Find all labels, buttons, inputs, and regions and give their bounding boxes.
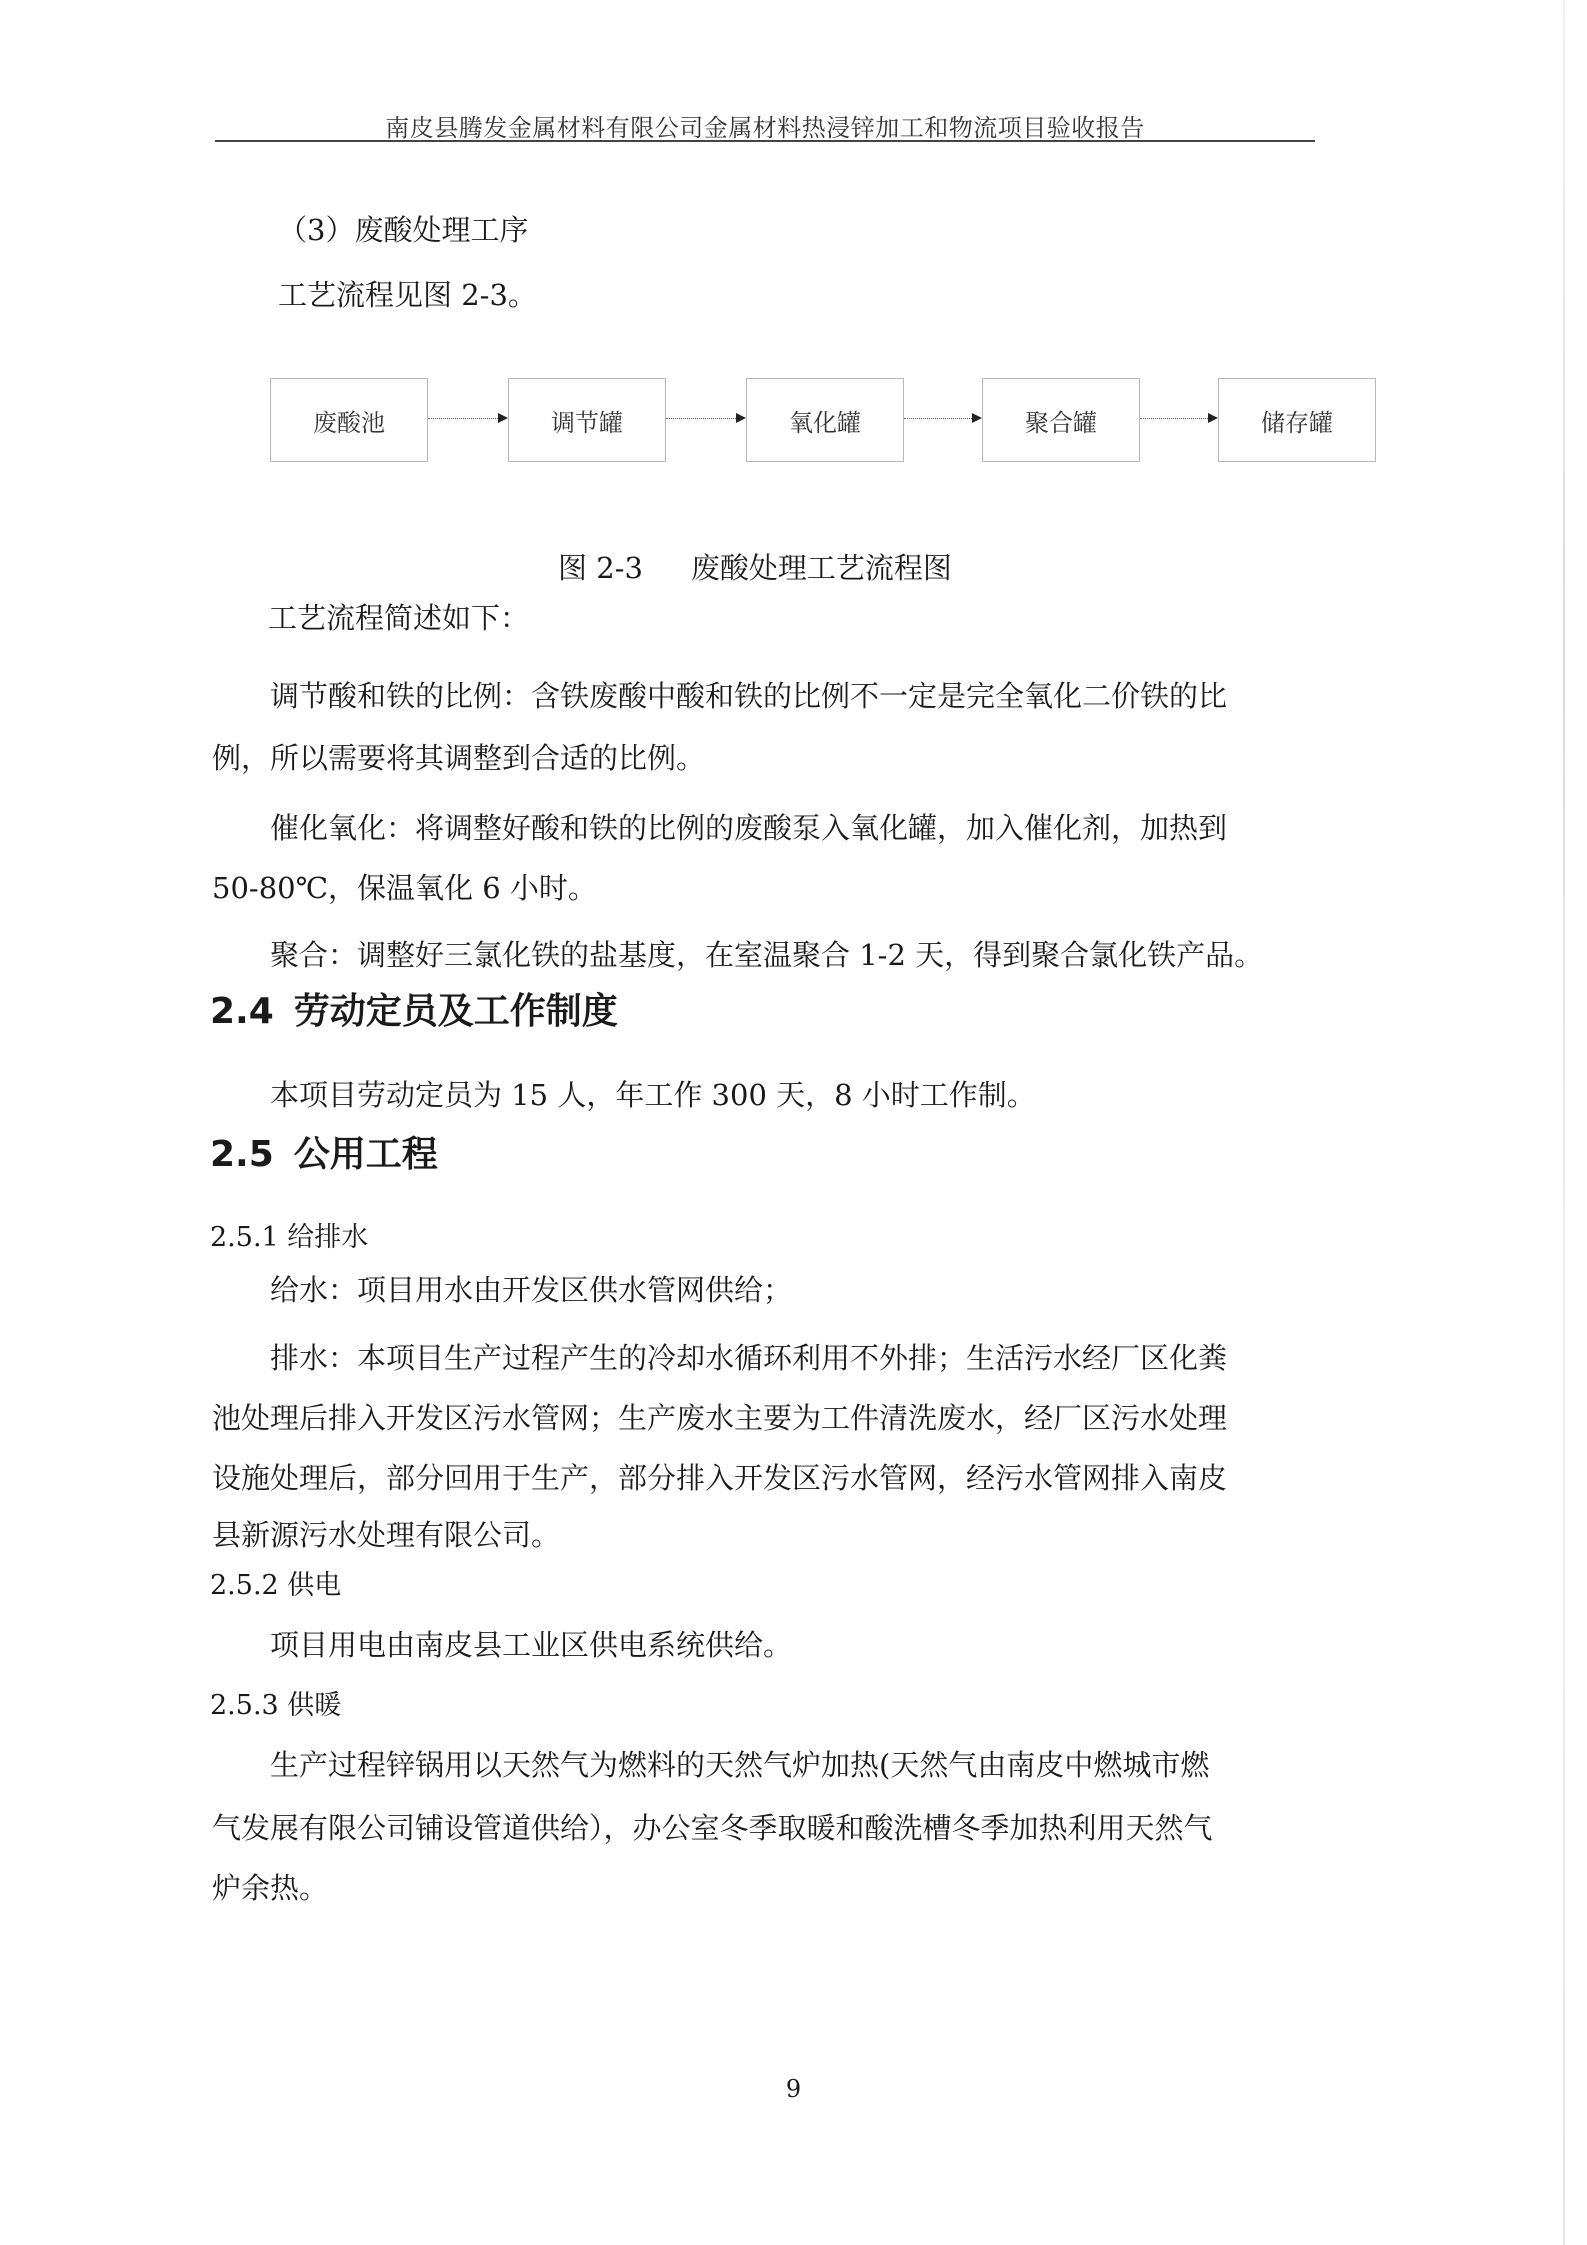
- flow-arrow: [428, 418, 506, 420]
- paragraph-line: 生产过程锌锅用以天然气为燃料的天然气炉加热(天然气由南皮中燃城市燃: [270, 1748, 1210, 1782]
- page-number: 9: [785, 2075, 802, 2103]
- figure-title: 废酸处理工艺流程图: [690, 551, 952, 585]
- running-header: 南皮县腾发金属材料有限公司金属材料热浸锌加工和物流项目验收报告: [385, 114, 1145, 142]
- paragraph-line: 气发展有限公司铺设管道供给），办公室冬季取暖和酸洗槽冬季加热利用天然气: [212, 1811, 1213, 1845]
- flow-arrow: [1140, 418, 1216, 420]
- scan-edge: [1563, 0, 1565, 2245]
- paragraph-line: 排水：本项目生产过程产生的冷却水循环利用不外排；生活污水经厂区化粪: [270, 1341, 1228, 1375]
- paragraph-line: 项目用电由南皮县工业区供电系统供给。: [270, 1628, 793, 1662]
- flow-step-adjust-tank: [508, 378, 666, 462]
- paragraph-line: 聚合：调整好三氯化铁的盐基度，在室温聚合 1-2 天，得到聚合氯化铁产品。: [270, 938, 1264, 972]
- flow-step-waste-acid-pool: [270, 378, 428, 462]
- subsection-heading-2-5-1: 2.5.1 给排水: [210, 1222, 369, 1253]
- paragraph-line: 50-80℃，保温氧化 6 小时。: [212, 871, 597, 905]
- paragraph-line: 调节酸和铁的比例：含铁废酸中酸和铁的比例不一定是完全氧化二价铁的比: [270, 679, 1228, 713]
- paragraph-line: 设施处理后，部分回用于生产，部分排入开发区污水管网，经污水管网排入南皮: [212, 1461, 1228, 1495]
- flow-step-polymer-tank: [982, 378, 1140, 462]
- flow-arrow: [666, 418, 744, 420]
- flow-step-label: 调节罐: [551, 408, 623, 437]
- flow-arrow: [904, 418, 980, 420]
- paragraph-line: 例，所以需要将其调整到合适的比例。: [212, 741, 706, 775]
- intro-text: 工艺流程见图 2-3。: [278, 278, 537, 312]
- section-title: 公用工程: [293, 1134, 438, 1175]
- flow-step-label: 废酸池: [313, 408, 385, 437]
- description-lead: 工艺流程简述如下：: [268, 601, 530, 635]
- paragraph-line: 炉余热。: [212, 1871, 329, 1905]
- header-rule: [215, 140, 1315, 142]
- paragraph-line: 本项目劳动定员为 15 人，年工作 300 天，8 小时工作制。: [270, 1078, 1036, 1112]
- paragraph-line: 给水：项目用水由开发区供水管网供给；: [270, 1273, 793, 1307]
- section-heading-2-4: [210, 990, 618, 1034]
- paragraph-line: 县新源污水处理有限公司。: [212, 1518, 561, 1552]
- section-title: 劳动定员及工作制度: [293, 991, 618, 1032]
- flow-step-label: 氧化罐: [789, 408, 861, 437]
- flow-step-oxidation-tank: [746, 378, 904, 462]
- figure-number: 图 2-3: [558, 551, 643, 585]
- section-heading-2-5: [210, 1133, 438, 1177]
- section-number: 2.5: [210, 1134, 274, 1175]
- figure-caption: [558, 548, 952, 588]
- flow-step-storage-tank: [1218, 378, 1376, 462]
- paragraph-line: 催化氧化：将调整好酸和铁的比例的废酸泵入氧化罐，加入催化剂，加热到: [270, 811, 1228, 845]
- subsection-heading-2-5-2: 2.5.2 供电: [210, 1570, 342, 1601]
- flow-step-label: 储存罐: [1261, 408, 1333, 437]
- subsection-title: （3）废酸处理工序: [278, 213, 529, 247]
- flow-step-label: 聚合罐: [1025, 408, 1097, 437]
- paragraph-line: 池处理后排入开发区污水管网；生产废水主要为工件清洗废水，经厂区污水处理: [212, 1401, 1228, 1435]
- subsection-heading-2-5-3: 2.5.3 供暖: [210, 1690, 342, 1721]
- section-number: 2.4: [210, 991, 274, 1032]
